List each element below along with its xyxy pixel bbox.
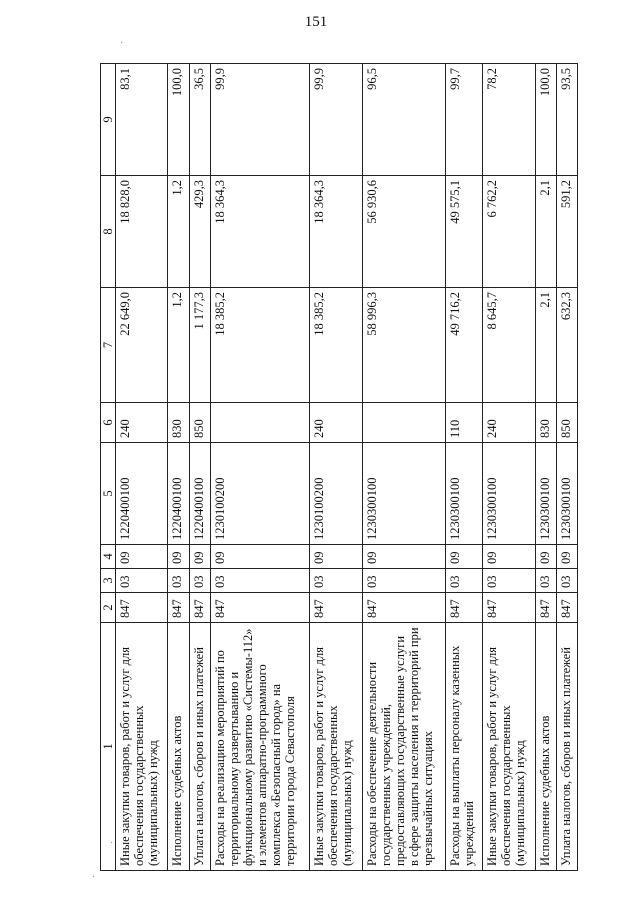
header-cell: 4 (101, 545, 116, 569)
header-cell: 1 (101, 623, 116, 871)
code-cell: 03 (483, 569, 535, 593)
table-row (362, 64, 446, 871)
description-cell: Уплата налогов, сборов и иных платежей (556, 623, 577, 871)
code-cell: 847 (116, 593, 168, 623)
code-cell: 240 (310, 403, 362, 443)
code-cell: 03 (556, 569, 577, 593)
value-cell: 58 996,3 (362, 288, 446, 403)
value-cell: 429,3 (189, 176, 210, 288)
code-cell: 847 (535, 593, 556, 623)
value-cell: 96,5 (362, 64, 446, 176)
code-cell: 03 (168, 569, 189, 593)
code-cell: 110 (446, 403, 483, 443)
table-row (210, 64, 309, 871)
code-cell: 1230300100 (483, 443, 535, 545)
value-cell: 78,2 (483, 64, 535, 176)
code-cell: 847 (168, 593, 189, 623)
code-cell: 850 (189, 403, 210, 443)
value-cell: 18 364,3 (310, 176, 362, 288)
value-cell: 22 649,0 (116, 288, 168, 403)
value-cell: 591,2 (556, 176, 577, 288)
scan-mark: · (92, 872, 96, 883)
code-cell: 1230100200 (310, 443, 362, 545)
code-cell: 847 (483, 593, 535, 623)
code-cell: 847 (556, 593, 577, 623)
value-cell: 99,9 (310, 64, 362, 176)
code-cell: 09 (116, 545, 168, 569)
table-row (168, 64, 189, 871)
budget-table (100, 63, 578, 871)
code-cell: 847 (189, 593, 210, 623)
value-cell: 2,1 (535, 288, 556, 403)
description-cell: Иные закупки товаров, работ и услуг для обеспечения государственных (муниципальных) нужд (116, 623, 168, 871)
code-cell: 1220400100 (168, 443, 189, 545)
table-row (310, 64, 362, 871)
code-cell: 240 (116, 403, 168, 443)
scan-mark: · (120, 38, 124, 49)
code-cell: 847 (446, 593, 483, 623)
value-cell: 56 930,6 (362, 176, 446, 288)
code-cell: 03 (535, 569, 556, 593)
value-cell: 36,5 (189, 64, 210, 176)
value-cell: 49 575,1 (446, 176, 483, 288)
value-cell: 83,1 (116, 64, 168, 176)
code-cell: 1230300100 (535, 443, 556, 545)
description-cell: Расходы на выплаты персоналу казенных учреждений (446, 623, 483, 871)
code-cell: 03 (189, 569, 210, 593)
value-cell: 8 645,7 (483, 288, 535, 403)
code-cell: 09 (362, 545, 446, 569)
value-cell: 2,1 (535, 176, 556, 288)
table-row (189, 64, 210, 871)
code-cell: 1220400100 (116, 443, 168, 545)
header-cell: 8 (101, 176, 116, 288)
code-cell: 03 (210, 569, 309, 593)
table-row (446, 64, 483, 871)
header-cell: 6 (101, 403, 116, 443)
value-cell: 99,9 (210, 64, 309, 176)
code-cell: 830 (168, 403, 189, 443)
description-cell: Уплата налогов, сборов и иных платежей (189, 623, 210, 871)
value-cell: 18 364,3 (210, 176, 309, 288)
value-cell: 632,3 (556, 288, 577, 403)
code-cell (210, 403, 309, 443)
description-cell: Расходы на обеспечение деятельности государственных учреждений, предоставляющих государственные услуги в сфере защиты населения и территорий при чрезвычайных ситуациях (362, 623, 446, 871)
code-cell: 09 (189, 545, 210, 569)
code-cell: 09 (556, 545, 577, 569)
code-cell: 09 (446, 545, 483, 569)
description-cell: Иные закупки товаров, работ и услуг для обеспечения государственных (муниципальных) нужд (310, 623, 362, 871)
scan-mark: · (110, 838, 114, 849)
table-row (535, 64, 556, 871)
value-cell: 18 828,0 (116, 176, 168, 288)
value-cell: 18 385,2 (210, 288, 309, 403)
value-cell: 18 385,2 (310, 288, 362, 403)
code-cell: 1230100200 (210, 443, 309, 545)
code-cell: 09 (310, 545, 362, 569)
value-cell: 100,0 (168, 64, 189, 176)
value-cell: 1 177,3 (189, 288, 210, 403)
code-cell: 09 (168, 545, 189, 569)
code-cell: 830 (535, 403, 556, 443)
page-number: 151 (304, 14, 328, 30)
code-cell: 1230300100 (362, 443, 446, 545)
code-cell: 847 (362, 593, 446, 623)
code-cell (362, 403, 446, 443)
table-row (483, 64, 535, 871)
code-cell: 03 (116, 569, 168, 593)
value-cell: 93,5 (556, 64, 577, 176)
description-cell: Исполнение судебных актов (535, 623, 556, 871)
code-cell: 09 (535, 545, 556, 569)
code-cell: 09 (210, 545, 309, 569)
table-row (556, 64, 577, 871)
header-cell: 3 (101, 569, 116, 593)
description-cell: Расходы на реализацию мероприятий по территориальному развертыванию и функциональному развитию «Системы-112» и элементов аппаратно-программного комплекса «Безопасный город» на территории города Севастополя (210, 623, 309, 871)
code-cell: 1230300100 (556, 443, 577, 545)
header-cell: 9 (101, 64, 116, 176)
code-cell: 850 (556, 403, 577, 443)
value-cell: 99,7 (446, 64, 483, 176)
code-cell: 1230300100 (446, 443, 483, 545)
header-row (101, 64, 116, 871)
value-cell: 6 762,2 (483, 176, 535, 288)
code-cell: 240 (483, 403, 535, 443)
table-row (116, 64, 168, 871)
value-cell: 1,2 (168, 288, 189, 403)
table-container (100, 64, 578, 871)
value-cell: 49 716,2 (446, 288, 483, 403)
code-cell: 03 (446, 569, 483, 593)
code-cell: 03 (362, 569, 446, 593)
header-cell: 7 (101, 288, 116, 403)
description-cell: Иные закупки товаров, работ и услуг для обеспечения государственных (муниципальных) нужд (483, 623, 535, 871)
header-cell: 5 (101, 443, 116, 545)
header-cell: 2 (101, 593, 116, 623)
code-cell: 09 (483, 545, 535, 569)
code-cell: 1220400100 (189, 443, 210, 545)
value-cell: 1,2 (168, 176, 189, 288)
code-cell: 03 (310, 569, 362, 593)
code-cell: 847 (310, 593, 362, 623)
value-cell: 100,0 (535, 64, 556, 176)
description-cell: Исполнение судебных актов (168, 623, 189, 871)
code-cell: 847 (210, 593, 309, 623)
